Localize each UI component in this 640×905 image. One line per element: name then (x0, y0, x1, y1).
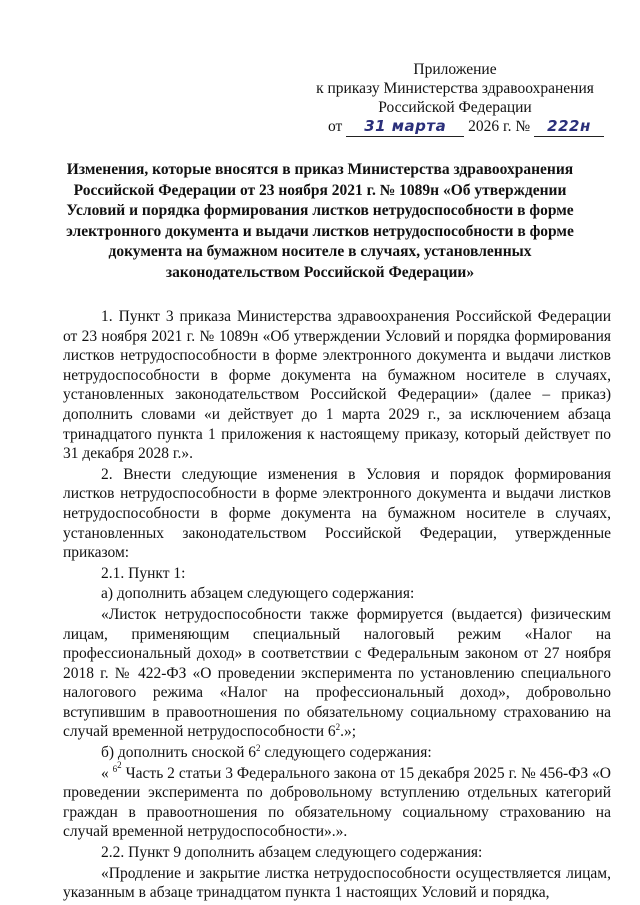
p7-sup-2: 2 (117, 759, 122, 770)
paragraph-footnote (63, 759, 611, 842)
appendix-date-line (300, 117, 610, 137)
footnote-ref-sup: 2 (335, 722, 341, 733)
paragraph-quote-2: «Продление и закрытие листка нетрудоспособности осуществляется лицам, указанным в абзаце тринадцатом пункта 1 настоящих Условий и порядка, (63, 864, 611, 902)
appendix-line-2: к приказу Министерства здравоохранения (316, 80, 594, 97)
paragraph-2: 2. Внести следующие изменения в Условия и порядок формирования листков нетрудоспособности в форме электронного документа и выдачи листков нетрудоспособности в форме документа на бумажном носителе в случаях, установленных законодательством Российской Федерации, утвержденные приказом: (63, 465, 611, 562)
handwritten-date: 31 марта (346, 117, 464, 137)
handwritten-order-number: 222н (534, 117, 604, 137)
paragraph-1: 1. Пункт 3 приказа Министерства здравоохранения Российской Федерации от 23 ноября 2021 г. № 1089н «Об утверждении Условий и порядка формирования листков нетрудоспособности в форме электронного документа и выдачи листков нетрудоспособности в форме документа на бумажном носителе в случаях, установленных законодательством Российской Федерации» (далее – приказ) дополнить словами «и действует до 1 марта 2029 г., за исключением абзаца тринадцатого пункта 1 приложения к настоящему приказу, который действует по 31 декабря 2028 г.». (63, 308, 611, 463)
p6-text-b: следующего содержания: (260, 744, 432, 762)
appendix-line-3: Российской Федерации (378, 99, 532, 116)
paragraph-2-1-b (63, 743, 611, 763)
appendix-header (300, 60, 610, 137)
date-suffix: 2026 г. № (468, 118, 531, 135)
p7-sup-num: 6 (112, 763, 118, 774)
document-body (63, 307, 611, 904)
paragraph-2-2: 2.2. Пункт 9 дополнить абзацем следующего содержания: (101, 844, 483, 862)
footnote-ref: 6 (327, 723, 336, 741)
quote-1-text: «Листок нетрудоспособности также формируется (выдается) физическим лицам, применяющим специальный налоговый режим «Налог на профессиональный доход» в соответствии с Федеральным законом от 27 ноября 2018 г. № 422-ФЗ «О проведении эксперимента по установлению специального налогового режима «Налог на профессиональный доход», добровольно вступившим в правоотношения по обязательному социальному страхованию на случай временной нетрудоспособности (63, 605, 611, 741)
p7-sup (112, 759, 122, 774)
paragraph-quote-1 (63, 605, 611, 742)
appendix-line-1: Приложение (413, 61, 497, 78)
p6-text-a: б) дополнить сноской 6 (101, 744, 257, 762)
document-title: Изменения, которые вносятся в приказ Министерства здравоохранения Российской Федерации от 23 ноября 2021 г. № 1089н «Об утверждении Условий и порядка формирования листков нетрудоспособности в форме электронного документа и выдачи листков нетрудоспособности в форме документа на бумажном носителе в случаях, установленных законодательством Российской Федерации» (66, 161, 574, 281)
paragraph-2-1-a: а) дополнить абзацем следующего содержания: (101, 585, 415, 603)
p6-sup: 2 (256, 742, 261, 753)
p7-open: « (101, 764, 109, 782)
p7-text: Часть 2 статьи 3 Федерального закона от 15 декабря 2025 г. № 456-ФЗ «О проведении эксперимента по добровольному вступлению отдельных категорий граждан в правоотношения по обязательному социальному страхованию на случай временной нетрудоспособности».». (63, 764, 611, 841)
date-prefix: от (328, 118, 343, 135)
quote-1-end: .»; (340, 723, 357, 741)
paragraph-2-1: 2.1. Пункт 1: (101, 564, 186, 582)
